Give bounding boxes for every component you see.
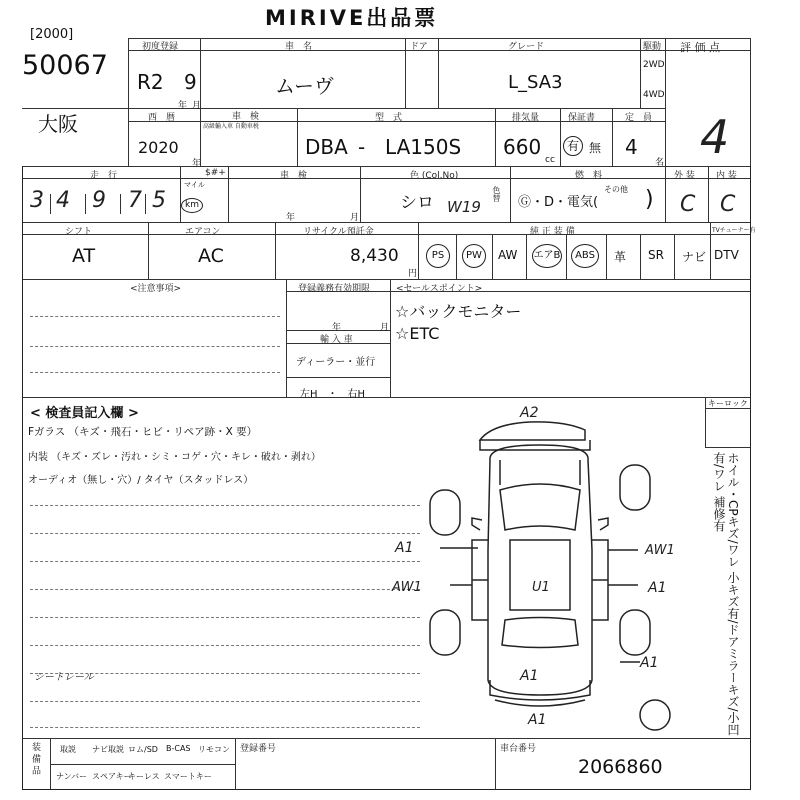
header-reg-expiry: 登録義務有効期限 <box>298 284 371 294</box>
region-label: 大阪 <box>38 112 78 136</box>
unit-year: 年 <box>178 101 188 111</box>
car-damage-diagram <box>420 400 710 738</box>
first-registration-month: 9 <box>184 70 197 94</box>
fuel-close: ) <box>645 187 654 212</box>
mark-a2-front: A2 <box>520 405 539 421</box>
unit-year-notes: 年 <box>332 323 342 333</box>
header-exterior: 外 装 <box>674 171 695 181</box>
header-type: 型 式 <box>375 113 403 123</box>
year-tag: [2000] <box>30 27 74 42</box>
drive-2wd: 2WD <box>643 60 665 70</box>
unit-month-notes: 月 <box>380 323 390 333</box>
front-bumper-outline <box>480 422 585 440</box>
car-body-outline <box>488 445 592 695</box>
lot-number: 50067 <box>22 50 108 81</box>
equipment-airbag: エアB <box>532 244 562 268</box>
header-fuel: 燃 料 <box>575 171 603 181</box>
unit-month-3: 月 <box>350 213 360 223</box>
header-inspector: < 検査員記入欄 > <box>30 406 139 421</box>
roof-outline <box>510 540 570 610</box>
chassis-number: 2066860 <box>578 756 663 778</box>
displacement-value: 660 <box>503 135 542 159</box>
equipment-leather: 革 <box>614 250 627 264</box>
header-shift: シフト <box>65 227 93 237</box>
inspector-glass-line: Fガラス （キズ・飛石・ヒビ・リペア跡・X 要） <box>28 426 258 438</box>
keylock-label: キーロック <box>708 399 748 408</box>
warranty-no: 無 <box>589 141 602 155</box>
header-tuner: TVチューナー有 <box>712 227 756 234</box>
score-value: 4 <box>700 110 730 164</box>
header-aircon: エアコン <box>185 227 221 237</box>
header-grade: グレード <box>508 42 545 52</box>
rear-window-outline <box>502 618 578 648</box>
windshield-outline <box>500 484 580 530</box>
drive-4wd: 4WD <box>643 90 665 100</box>
mark-a1-left: A1 <box>395 540 414 556</box>
mark-a1-bottom: A1 <box>528 712 547 728</box>
header-color: 色 (Col.No) <box>410 171 459 181</box>
inspector-interior-line: 内装 （キズ・ズレ・汚れ・シミ・コゲ・穴・キレ・破れ・剥れ） <box>28 452 321 463</box>
year-value: 2020 <box>138 138 179 157</box>
handle-option: 左H ・ 右H <box>300 389 366 400</box>
mileage-digit: 9 <box>92 188 106 213</box>
header-first-registration: 初度登録 <box>142 42 179 52</box>
header-inspection: 車 検 <box>232 112 260 122</box>
mileage-digit: 3 <box>30 188 44 213</box>
mark-a1-rear-right: A1 <box>640 655 659 671</box>
mark-a1-rear: A1 <box>520 668 539 684</box>
header-import: 輸 入 車 <box>320 335 353 345</box>
type-dash: - <box>358 135 366 159</box>
header-recycle: リサイクル預託金 <box>303 227 374 237</box>
header-recalc: $#+ <box>205 168 226 178</box>
aircon-value: AC <box>198 245 224 267</box>
accessory-item: スペアキー <box>92 772 132 781</box>
header-interior: 内 装 <box>716 171 737 181</box>
accessory-item: キーレス <box>128 772 160 781</box>
header-chassis-number: 車台番号 <box>500 744 537 754</box>
header-drive: 駆動 <box>643 42 662 52</box>
header-inspection-sub: 高級輸入車 自動車税 <box>203 123 259 130</box>
accessory-item: B-CAS <box>166 744 191 753</box>
header-inspection-3: 車 検 <box>280 171 308 181</box>
header-displacement: 排気量 <box>512 113 540 123</box>
equipment-ps: PS <box>426 244 450 268</box>
header-year: 西 暦 <box>148 113 176 123</box>
equipment-pw: PW <box>462 244 486 268</box>
shift-value: AT <box>72 245 96 267</box>
interior-grade: C <box>720 192 736 217</box>
inspector-audio-line: オーディオ（無し・穴）/ タイヤ（スタッドレス） <box>28 475 254 486</box>
sales-point: ☆ETC <box>395 324 440 343</box>
header-caution: <注意事項> <box>130 284 182 294</box>
equipment-abs: ABS <box>571 244 599 268</box>
header-door: ドア <box>410 42 428 52</box>
mark-aw1-right: AW1 <box>645 543 675 558</box>
equipment-sunroof: SR <box>648 248 664 262</box>
mileage-unit: km <box>181 198 203 213</box>
color-side: 色替 <box>492 186 501 202</box>
unit-cc: cc <box>545 155 555 165</box>
exterior-grade: C <box>680 192 696 217</box>
unit-year-2: 年 <box>192 159 202 169</box>
type-prefix: DBA <box>305 135 348 159</box>
dealer-option: ディーラー・並行 <box>296 357 376 368</box>
header-capacity: 定 員 <box>625 113 653 123</box>
rear-bumper-outline <box>490 680 590 700</box>
equipment-navi: ナビ <box>682 250 707 264</box>
accessory-item: ナンバー <box>56 772 88 781</box>
equipment-aw: AW <box>498 248 518 262</box>
header-mileage: 走 行 <box>90 171 118 181</box>
accessory-item: ナビ取説 <box>92 745 124 754</box>
capacity-value: 4 <box>625 135 638 159</box>
recycle-value: 8,430 <box>350 246 399 266</box>
equipment-dtv: DTV <box>714 248 739 262</box>
grade-value: L_SA3 <box>508 72 563 93</box>
unit-year-3: 年 <box>286 213 296 223</box>
fuel-other: その他 <box>604 185 628 194</box>
fuel-options: Ⓖ・D・電気( <box>518 195 599 210</box>
header-equipment: 純 正 装 備 <box>530 227 575 237</box>
first-registration-era: R2 <box>137 70 164 94</box>
equipment-list <box>418 234 751 279</box>
header-warranty: 保証書 <box>568 113 596 123</box>
unit-month: 月 <box>192 101 202 111</box>
header-model-name: 車 名 <box>285 42 313 52</box>
mark-aw1-left: AW1 <box>392 580 422 595</box>
type-code: LA150S <box>385 135 462 159</box>
accessory-item: リモコン <box>198 745 230 754</box>
mileage-unit-label: マイル <box>184 181 205 189</box>
unit-person: 名 <box>655 158 665 168</box>
accessory-item: 取説 <box>60 745 76 754</box>
color-value: シロ <box>400 193 434 213</box>
accessory-item: スマートキー <box>164 772 212 781</box>
handwritten-note: シートレール <box>34 672 94 683</box>
unit-yen: 円 <box>408 269 418 279</box>
accessory-item: ロム/SD <box>128 745 158 754</box>
mileage-digit: 4 <box>56 188 70 213</box>
mileage-digit: 5 <box>152 188 166 213</box>
mileage-digit: 7 <box>128 188 142 213</box>
color-number: W19 <box>447 198 481 216</box>
sheet-title: MIRIVE出品票 <box>265 6 439 30</box>
mileage-digits <box>30 188 175 218</box>
sales-point: ☆バックモニター <box>395 302 522 321</box>
mark-a1-right: A1 <box>648 580 667 596</box>
right-side-note: ホイル・CPキズ/ワレ 小キズ有/ドアミラーキズ/小凹有/ワレ 補修有 <box>712 452 740 736</box>
header-sales-points: <セールスポイント> <box>396 284 483 294</box>
mark-u1-center: U1 <box>532 580 550 595</box>
header-registration-number: 登録番号 <box>240 744 277 754</box>
model-name: ムーヴ <box>275 74 334 98</box>
header-score: 評 価 点 <box>680 41 720 54</box>
header-accessories: 装 備 品 <box>30 742 40 775</box>
warranty-yes: 有 <box>563 136 583 156</box>
